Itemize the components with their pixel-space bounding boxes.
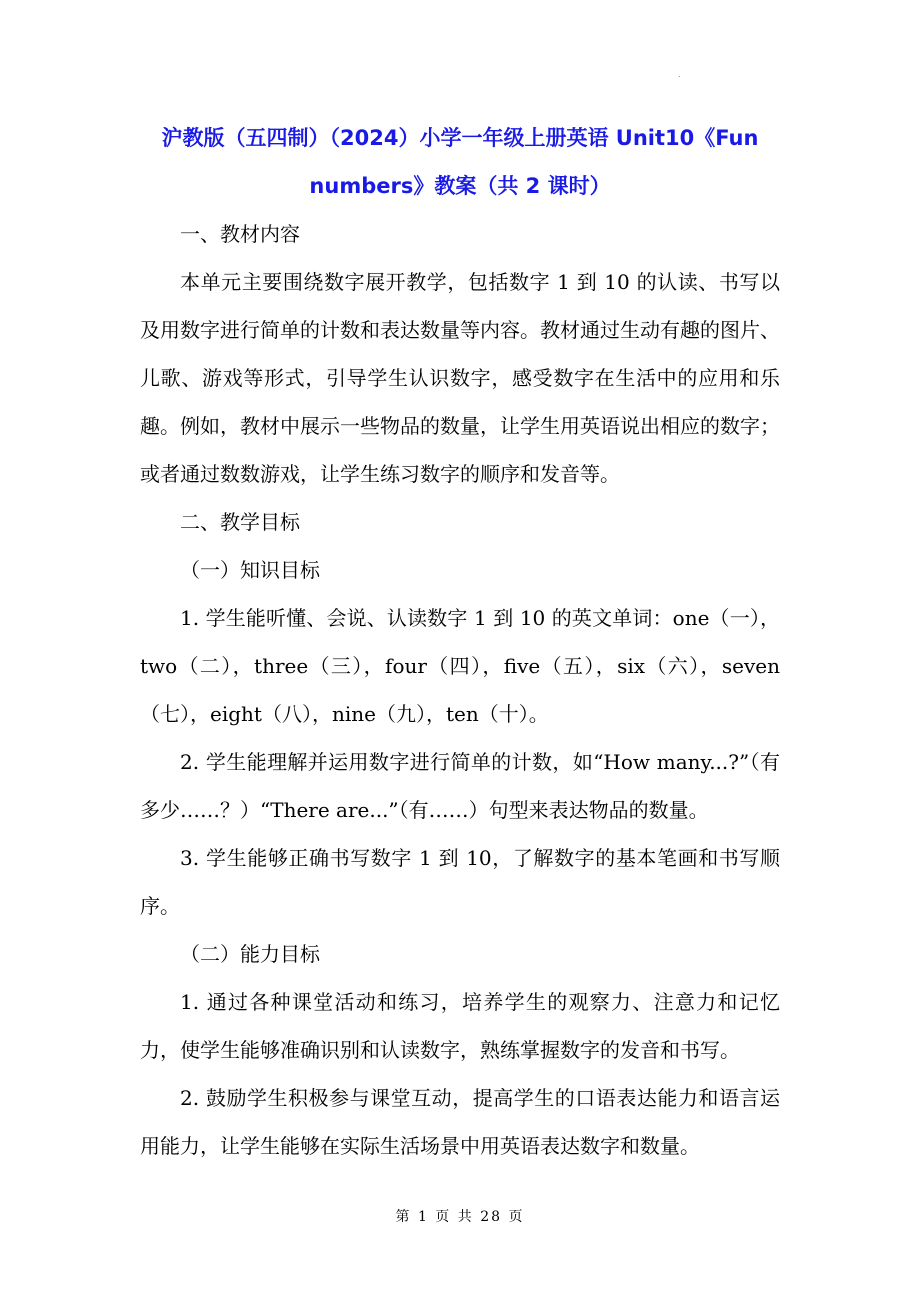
ability-objective-1: 1. 通过各种课堂活动和练习，培养学生的观察力、注意力和记忆力，使学生能够准确识别和认读数字，熟练掌握数字的发音和书写。 — [140, 990, 780, 1062]
page-footer: 第 1 页 共 28 页 — [395, 1209, 525, 1225]
knowledge-objective-3: 3. 学生能够正确书写数字 1 到 10，了解数字的基本笔画和书写顺序。 — [140, 846, 780, 918]
section-heading-objectives: 二、教学目标 — [180, 510, 300, 534]
section-heading-materials: 一、教材内容 — [180, 222, 300, 246]
knowledge-objective-1: 1. 学生能听懂、会说、认读数字 1 到 10 的英文单词：one（一），two（二），three（三），four（四），five（五），six（六），seven（七），eight（八），nine（九），ten（十）。 — [140, 606, 780, 726]
ability-objective-2: 2. 鼓励学生积极参与课堂互动，提高学生的口语表达能力和语言运用能力，让学生能够在实际生活场景中用英语表达数字和数量。 — [140, 1086, 780, 1158]
paragraph-materials: 本单元主要围绕数字展开教学，包括数字 1 到 10 的认读、书写以及用数字进行简单的计数和表达数量等内容。教材通过生动有趣的图片、儿歌、游戏等形式，引导学生认识数字，感受数字在生活中的应用和乐趣。例如，教材中展示一些物品的数量，让学生用英语说出相应的数字；或者通过数数游戏，让学生练习数字的顺序和发音等。 — [140, 270, 780, 486]
subheading-knowledge-objectives: （一）知识目标 — [180, 558, 320, 582]
subheading-ability-objectives: （二）能力目标 — [180, 942, 320, 966]
document-title-line-2: numbers》教案（共 2 课时） — [309, 174, 611, 198]
knowledge-objective-2: 2. 学生能理解并运用数字进行简单的计数，如“How many...?”（有多少……？）“There are...”（有……）句型来表达物品的数量。 — [140, 750, 780, 822]
corner-mark: . — [678, 70, 681, 79]
document-title-line-1: 沪教版（五四制）（2024）小学一年级上册英语 Unit10《Fun — [161, 126, 759, 150]
